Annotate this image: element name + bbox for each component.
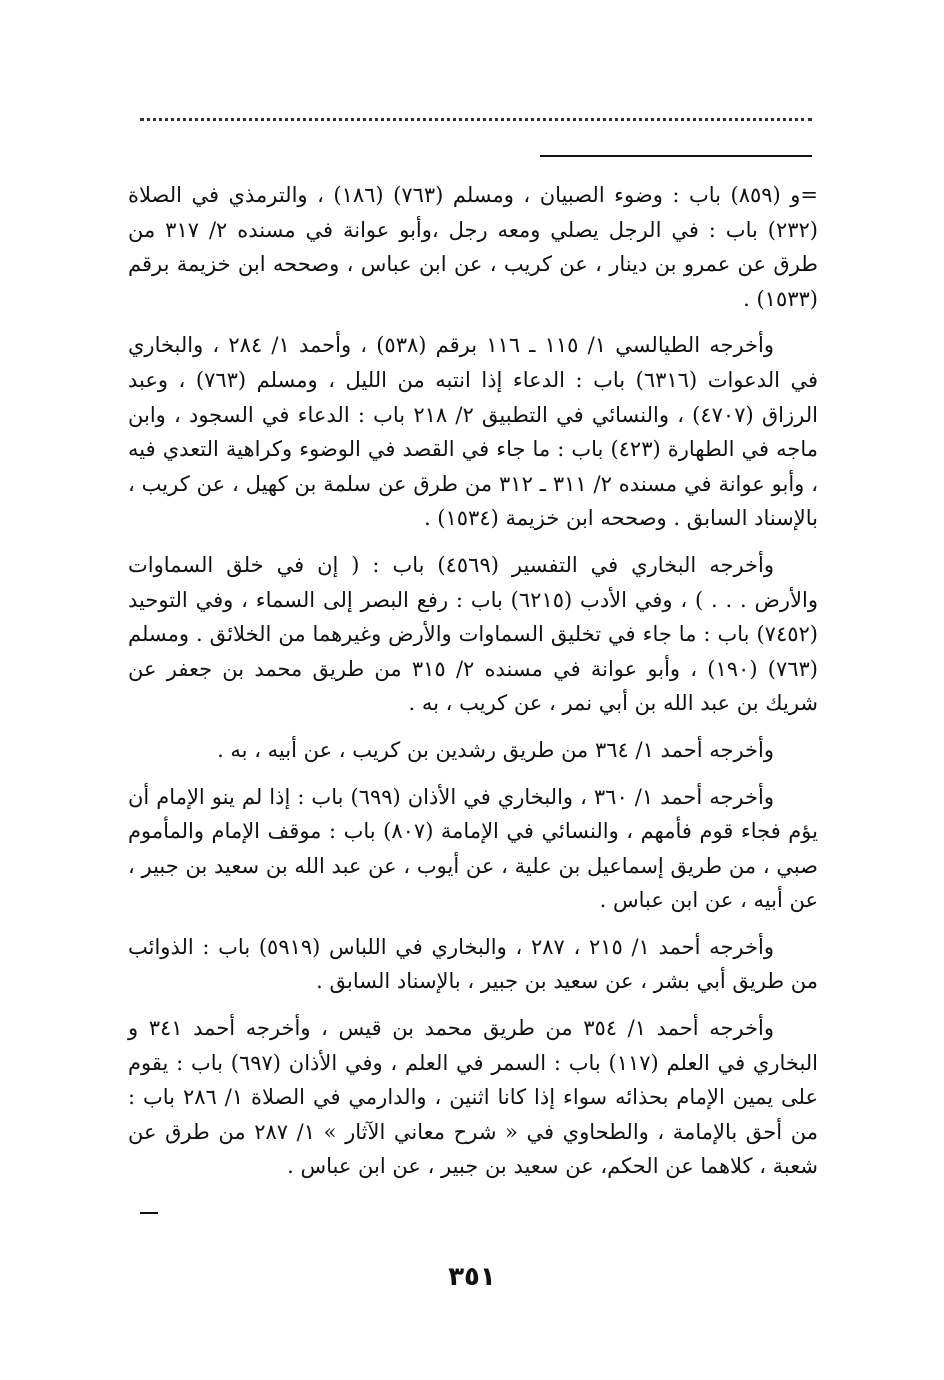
footnote-paragraph-3: وأخرجه البخاري في التفسير (٤٥٦٩) باب : ( إن في خلق السماوات والأرض . . . ) ، وفي الأدب (٦٢١٥) باب : رفع البصر إلى السماء ، وفي التوحيد (٧٤٥٢) باب : ما جاء في تخليق السماوات والأرض وغيرهما من الخلائق . ومسلم (٧٦٣) (١٩٠) ، وأبو عوانة في مسنده ٢/ ٣١٥ من طريق محمد بن جعفر عن شريك بن عبد الله بن أبي نمر ، عن كريب ، به . [128, 552, 818, 716]
continuation-mark [140, 1212, 158, 1214]
footnote-separator-line [540, 155, 812, 157]
footnote-paragraph-2: وأخرجه الطيالسي ١/ ١١٥ ـ ١١٦ برقم (٥٣٨) ، وأحمد ١/ ٢٨٤ ، والبخاري في الدعوات (٦٣١٦) باب : الدعاء إذا انتبه من الليل ، ومسلم (٧٦٣) ، وعبد الرزاق (٤٧٠٧) ، والنسائي في التطبيق ٢/ ٢١٨ باب : الدعاء في السجود ، وابن ماجه في الطهارة (٤٢٣) باب : ما جاء في القصد في الوضوء وكراهية التعدي فيه ، وأبو عوانة في مسنده ٢/ ٣١١ ـ ٣١٢ من طرق عن سلمة بن كهيل ، عن كريب ، بالإسناد السابق . وصححه ابن خزيمة (١٥٣٤) . [128, 333, 818, 531]
footnote-paragraph-7: وأخرجه أحمد ١/ ٣٥٤ من طريق محمد بن قيس ، وأخرجه أحمد ٣٤١ و البخاري في العلم (١١٧) باب : السمر في العلم ، وفي الأذان (٦٩٧) باب : يقوم على يمين الإمام بحذائه سواء إذا كانا اثنين ، والدارمي في الصلاة ١/ ٢٨٦ باب : من أحق بالإمامة ، والطحاوي في « شرح معاني الآثار » ١/ ٢٨٧ من طرق عن شعبة ، كلاهما عن الحكم، عن سعيد بن جبير ، عن ابن عباس . [128, 1016, 819, 1179]
dotted-separator [140, 118, 812, 121]
footnote-text-block [128, 178, 818, 1196]
footnote-paragraph-4: وأخرجه أحمد ١/ ٣٦٤ من طريق رشدين بن كريب ، عن أبيه ، به . [217, 737, 774, 762]
page-number: ٣٥١ [448, 1262, 496, 1292]
footnote-paragraph-6: وأخرجه أحمد ١/ ٢١٥ ، ٢٨٧ ، والبخاري في اللباس (٥٩١٩) باب : الذوائب من طريق أبي بشر ، عن سعيد بن جبير ، بالإسناد السابق . [128, 934, 818, 994]
footnote-paragraph-5: وأخرجه أحمد ١/ ٣٦٠ ، والبخاري في الأذان (٦٩٩) باب : إذا لم ينو الإمام أن يؤم فجاء قوم فأمهم ، والنسائي في الإمامة (٨٠٧) باب : موقف الإمام والمأموم صبي ، من طريق إسماعيل بن علية ، عن أيوب ، عن عبد الله بن سعيد بن جبير ، عن أبيه ، عن ابن عباس . [128, 784, 818, 913]
footnote-paragraph-1: =و (٨٥٩) باب : وضوء الصبيان ، ومسلم (٧٦٣) (١٨٦) ، والترمذي في الصلاة (٢٣٢) باب : في الرجل يصلي ومعه رجل ،وأبو عوانة في مسنده ٢/ ٣١٧ من طرق عن عمرو بن دينار ، عن كريب ، عن ابن عباس ، وصححه ابن خزيمة برقم (١٥٣٣) . [128, 183, 818, 311]
